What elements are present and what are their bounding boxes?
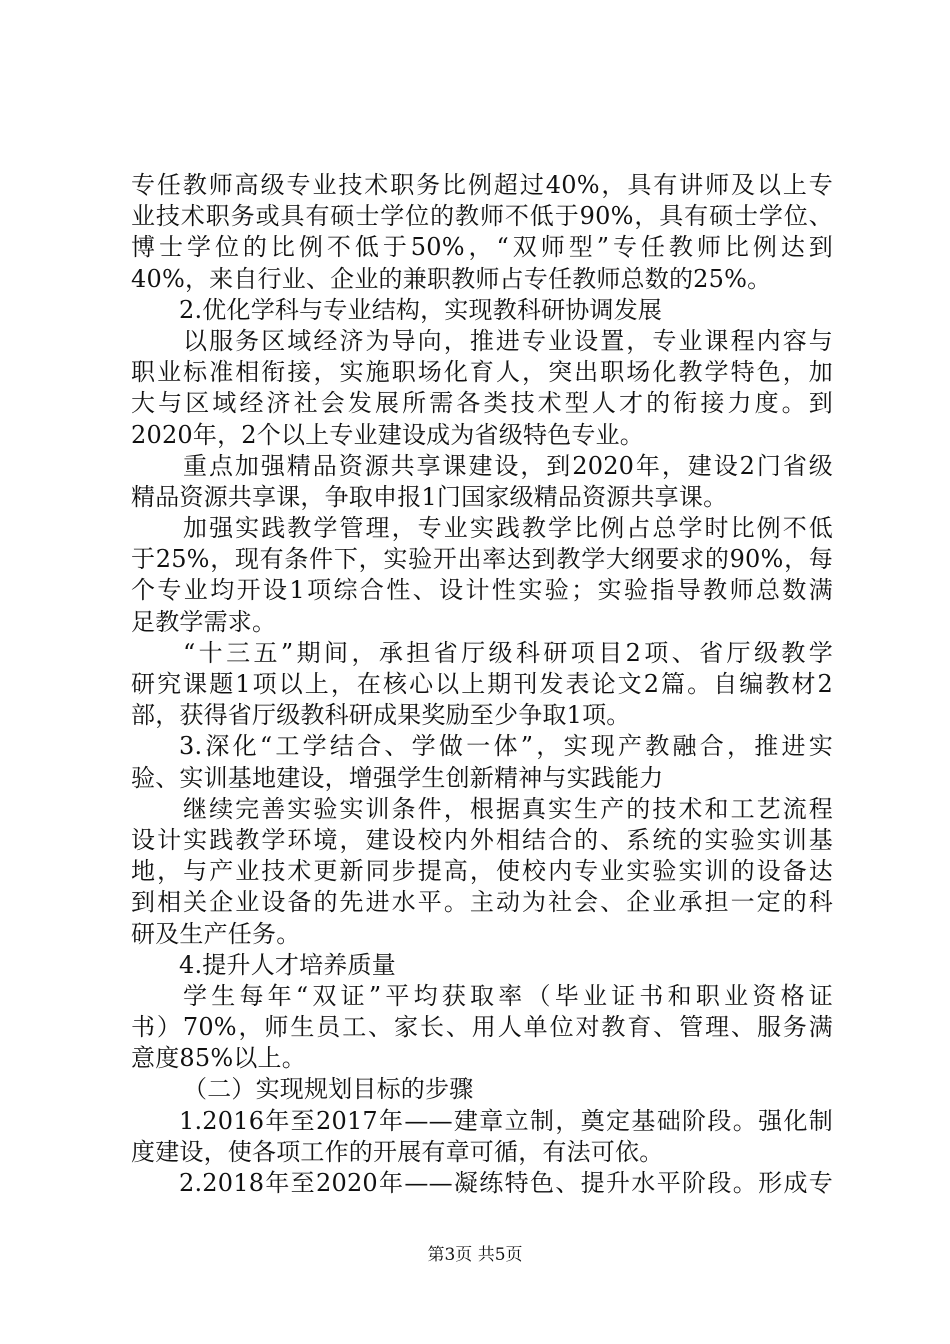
text-line: 足教学需求。	[131, 607, 277, 636]
text-line: 部，获得省厅级教科研成果奖励至少争取1项。	[131, 701, 631, 730]
text-line: 研及生产任务。	[131, 919, 301, 948]
text-line: 大与区域经济社会发展所需各类技术型人才的衔接力度。到	[131, 389, 833, 418]
section-heading: 4.提升人才培养质量	[179, 950, 396, 979]
section-heading: 3.深化“工学结合、学做一体”，实现产教融合，推进实	[179, 732, 833, 761]
text-line: 加强实践教学管理，专业实践教学比例占总学时比例不低	[183, 514, 833, 543]
page-number: 第3页 共5页	[427, 1245, 523, 1265]
text-line: 研究课题1项以上，在核心以上期刊发表论文2篇。自编教材2	[131, 670, 833, 698]
text-line: 个专业均开设1项综合性、设计性实验；实验指导教师总数满	[131, 576, 833, 605]
text-line: 度建设，使各项工作的开展有章可循，有法可依。	[131, 1137, 664, 1166]
text-line: 2.2018年至2020年——凝练特色、提升水平阶段。形成专	[179, 1169, 833, 1197]
section-heading: （二）实现规划目标的步骤	[183, 1075, 474, 1104]
text-line: 重点加强精品资源共享课建设，到2020年，建设2门省级	[183, 451, 833, 480]
text-line: 于25%，现有条件下，实验开出率达到教学大纲要求的90%，每	[131, 545, 833, 574]
text-line: 继续完善实验实训条件，根据真实生产的技术和工艺流程	[183, 794, 833, 823]
section-heading: 2.优化学科与专业结构，实现教科研协调发展	[179, 295, 663, 324]
text-line: 1.2016年至2017年——建章立制，奠定基础阶段。强化制	[179, 1106, 833, 1135]
text-line: 地，与产业技术更新同步提高，使校内专业实验实训的设备达	[131, 857, 833, 886]
text-line: 职业标准相衔接，实施职场化育人，突出职场化教学特色，加	[131, 358, 833, 387]
text-line: 学生每年“双证”平均获取率（毕业证书和职业资格证	[183, 981, 833, 1010]
text-line: 40%，来自行业、企业的兼职教师占专任教师总数的25%。	[131, 264, 772, 293]
text-line: 2020年，2个以上专业建设成为省级特色专业。	[131, 420, 644, 449]
text-line: “十三五”期间，承担省厅级科研项目2项、省厅级教学	[183, 638, 833, 667]
text-line: 以服务区域经济为导向，推进专业设置，专业课程内容与	[183, 326, 833, 355]
text-line: 业技术职务或具有硕士学位的教师不低于90%，具有硕士学位、	[131, 202, 833, 231]
section-heading: 验、实训基地建设，增强学生创新精神与实践能力	[131, 763, 664, 792]
document-body	[131, 170, 833, 1199]
text-line: 意度85%以上。	[131, 1044, 306, 1073]
text-line: 设计实践教学环境，建设校内外相结合的、系统的实验实训基	[131, 825, 833, 854]
text-line: 到相关企业设备的先进水平。主动为社会、企业承担一定的科	[131, 888, 833, 917]
text-line: 精品资源共享课，争取申报1门国家级精品资源共享课。	[131, 482, 728, 511]
text-line: 博士学位的比例不低于50%，“双师型”专任教师比例达到	[131, 233, 833, 262]
text-line: 书）70%，师生员工、家长、用人单位对教育、管理、服务满	[131, 1013, 833, 1042]
text-line: 专任教师高级专业技术职务比例超过40%，具有讲师及以上专	[131, 171, 833, 199]
